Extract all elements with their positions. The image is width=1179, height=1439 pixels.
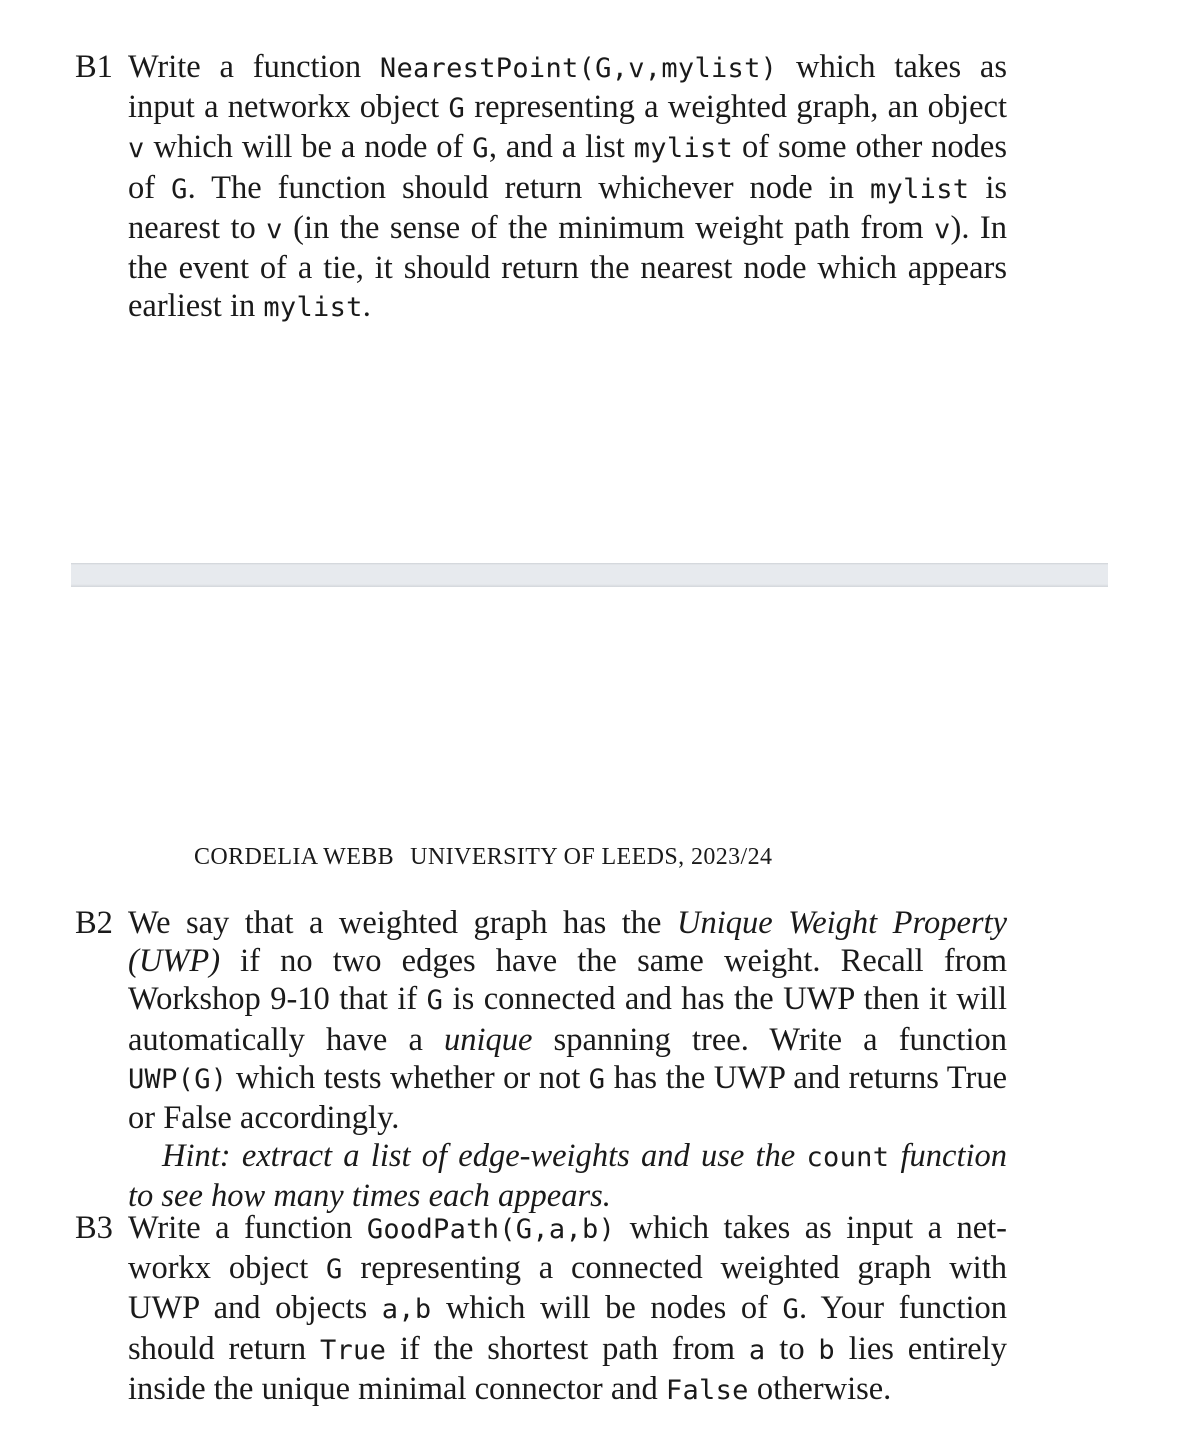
text: spanning tree. Write a function	[532, 1021, 1007, 1058]
text: , and a list	[488, 129, 634, 166]
header-institution: UNIVERSITY OF LEEDS, 2023/24	[410, 844, 773, 870]
code: a	[748, 1334, 766, 1366]
code: G	[782, 1294, 800, 1326]
emphasis: Unique Weight Property (UWP)	[128, 905, 1007, 980]
code: GoodPath(G,a,b)	[366, 1214, 616, 1245]
paragraph	[128, 904, 1007, 1137]
text: to	[765, 1330, 819, 1367]
text: is nearest to	[128, 169, 1007, 246]
text: .	[362, 288, 371, 325]
problem-text	[128, 48, 1007, 327]
text: is connected and has the UWP then it will automatically have a	[128, 981, 1007, 1058]
emphasis: unique	[443, 1021, 533, 1058]
code: G	[426, 985, 444, 1017]
problem-b1	[75, 48, 1007, 327]
text: representing a connected weighted graph with UWP and objects	[128, 1250, 1007, 1327]
text: lies entirely inside the unique minimal connector and	[128, 1330, 1008, 1407]
hint-text: function to see how many times each appears.	[128, 1138, 1007, 1215]
problem-text	[128, 1209, 1007, 1410]
problem-number: B2	[75, 905, 113, 941]
code: mylist	[869, 173, 970, 205]
text: otherwise.	[748, 1370, 892, 1407]
code: a,b	[381, 1294, 432, 1326]
text: (in the sense of the minimum weight path from	[282, 209, 934, 246]
code: mylist	[263, 292, 363, 324]
code: G	[588, 1063, 606, 1095]
text: has the UWP and returns True or False accordingly.	[128, 1059, 1007, 1137]
code: v	[128, 133, 145, 165]
problem-number: B3	[75, 1210, 113, 1246]
text: We say that a weighted graph has the	[128, 905, 677, 941]
page-upper	[0, 0, 1179, 563]
text: . Your function should return	[128, 1290, 1007, 1367]
text: of some other nodes of	[128, 129, 1008, 206]
page-separator	[71, 563, 1108, 587]
text: representing a weighted graph, an object	[465, 89, 1007, 126]
problem-number: B1	[75, 49, 113, 85]
text: which tests whether or not	[227, 1059, 589, 1096]
code: b	[818, 1334, 835, 1366]
problem-b3	[75, 1209, 1007, 1410]
code: G	[448, 93, 466, 125]
code: G	[171, 173, 188, 205]
problem-b2	[75, 904, 1007, 1216]
text: Write a function	[128, 49, 380, 85]
text: which takes as input a networkx object	[128, 1210, 1007, 1287]
code: NearestPoint(G,v,mylist)	[379, 53, 778, 84]
header-author: CORDELIA WEBB	[194, 844, 395, 870]
hint-text: Hint: extract a list of edge-weights and use the	[162, 1138, 807, 1175]
code: G	[326, 1254, 343, 1286]
text: . The function should return whichever node in	[187, 169, 870, 206]
code: True	[319, 1334, 387, 1366]
problem-text	[128, 904, 1007, 1216]
text: which takes as input a networkx object	[128, 49, 1007, 126]
text: which will be nodes of	[431, 1290, 783, 1327]
code: G	[472, 133, 489, 165]
text: ). In the event of a tie, it should return the nearest node which appears earliest in	[128, 209, 1007, 325]
code: v	[266, 213, 283, 245]
text: if no two edges have the same weight. Recall from Workshop 9-10 that if	[128, 943, 1007, 1018]
hint	[128, 1137, 1007, 1215]
code: count	[806, 1142, 890, 1174]
code: False	[665, 1374, 749, 1406]
text: Write a function	[128, 1210, 367, 1246]
code: mylist	[633, 133, 734, 165]
text: which will be a node of	[144, 129, 473, 166]
code: v	[933, 213, 951, 245]
running-header	[194, 844, 772, 871]
code: UWP(G)	[128, 1063, 228, 1095]
text: if the shortest path from	[386, 1330, 749, 1367]
